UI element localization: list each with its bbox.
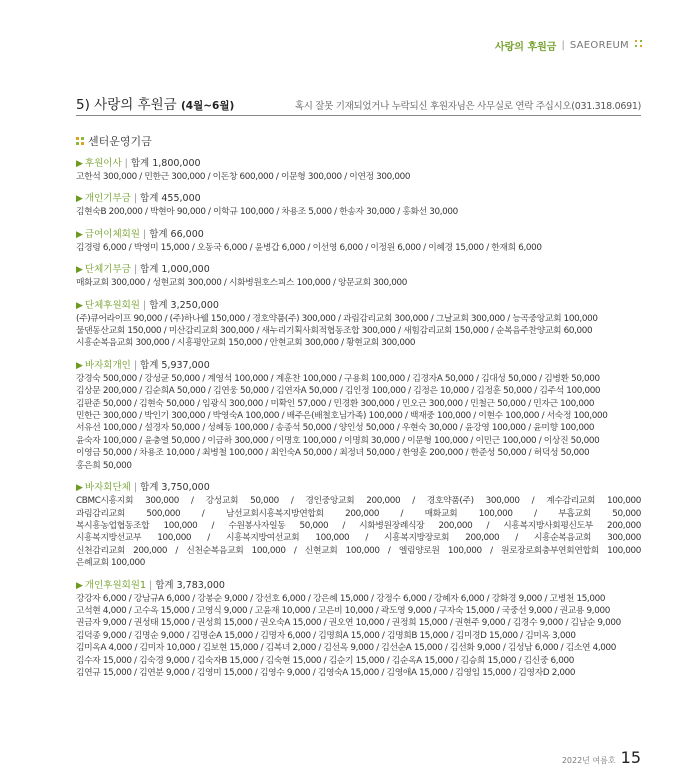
category-name: 개인기부금 [84,193,131,205]
triangle-right-icon: ▶ [76,265,83,276]
category-header [76,263,641,277]
donation-category [76,299,641,350]
donation-category [76,192,641,218]
donor-line: 은혜교회 100,000 [76,558,145,569]
donor-line: 고석현 4,000 / 고수옥 15,000 / 고영식 9,000 / 고윤재 10,000 / 고은비 10,000 / 곽도영 9,000 / 구자숙 15,000 / 국중선 9,000 / 권교용 9,000 [76,605,610,616]
donor-list [76,495,641,569]
donor-line: 강강자 6,000 / 강남규A 6,000 / 강봉순 9,000 / 강선호 6,000 / 강은혜 15,000 / 강정수 6,000 / 강혜자 6,000 / 강화경 9,000 / 고병천 15,000 [76,593,606,604]
category-header [76,228,641,242]
category-header [76,579,641,593]
donor-line: 매화교회 300,000 / 성현교회 300,000 / 시화병원호스피스 100,000 / 앙문교회 300,000 [76,278,407,289]
donor-list [76,373,641,472]
donation-content [76,133,641,688]
donor-line: 김수자 15,000 / 김숙경 9,000 / 김숙자B 15,000 / 김숙현 15,000 / 김순기 15,000 / 김순옥A 15,000 / 김승희 15,000 / 김신중 6,000 [76,655,574,666]
donation-category [76,157,641,183]
category-total: 합계 1,800,000 [130,158,201,169]
header-english-name: SAEOREUM [569,40,629,51]
donation-category [76,228,641,254]
page-footer [562,748,641,767]
header-dots-icon [635,40,643,48]
header-brand: 사랑의 후원금 [494,42,557,53]
donation-category [76,263,641,289]
donor-line: 강경숙 500,000 / 강성균 50,000 / 계영석 100,000 / 계훈찬 100,000 / 구용회 100,000 / 김경자A 50,000 / 김대성 50,000 / 김병환 50,000 [76,373,600,384]
donor-line: (주)큐어라이프 90,000 / (주)하나웰 150,000 / 경호약품(주) 300,000 / 과림감리교회 300,000 / 그날교회 300,000 / 능곡중앙교회 100,000 [76,313,598,324]
category-name: 바자회개인 [84,359,131,371]
category-total: 합계 3,250,000 [149,299,219,311]
category-separator: | [124,158,128,169]
donor-line: 김경령 6,000 / 박영미 15,000 / 오동국 6,000 / 윤병갑 6,000 / 이선영 6,000 / 이정원 6,000 / 이혜경 15,000 / 한재희 6,000 [76,242,542,253]
donor-line: 물댄동산교회 150,000 / 미산감리교회 300,000 / 새누리기획사회적협동조합 300,000 / 새힘감리교회 150,000 / 순복음주찬양교회 60,000 [76,326,593,337]
category-name: 바자회단체 [84,482,131,494]
donor-line: 김연규 15,000 / 김연분 9,000 / 김영미 15,000 / 김영수 9,000 / 김영숙A 15,000 / 김영애A 15,000 / 김영임 15,000 / 김영자D 2,000 [76,667,576,678]
category-total: 합계 1,000,000 [140,264,210,276]
category-total: 합계 66,000 [149,228,204,240]
donor-list [76,277,641,289]
section-dots-icon [76,137,85,146]
category-name: 단체후원회원 [84,299,140,311]
page-header [495,38,649,53]
category-total: 합계 3,783,000 [155,579,225,591]
category-header [76,481,641,495]
category-separator: | [142,228,147,240]
page-number: 15 [620,748,641,767]
donor-line: 홍은희 50,000 [76,460,132,471]
dot [640,45,642,47]
donor-line: 권금자 9,000 / 권성태 15,000 / 권성희 15,000 / 권오숙A 15,000 / 권오연 10,000 / 권정희 15,000 / 권현주 9,000 / 김경수 9,000 / 김남순 9,000 [76,618,621,629]
donor-list [76,171,641,183]
section-title-text: 센터운영기금 [88,135,152,148]
donor-line: 고한석 300,000 / 민한근 300,000 / 이돈창 600,000 / 이문형 300,000 / 이연정 300,000 [76,172,411,182]
donor-line: CBMC시흥지회 300,000 / 강성교회 50,000 / 경인중앙교회 200,000 / 경호약품(주) 300,000 / 계수감리교회 100,000 [76,496,641,507]
donor-line: 시흥순복음교회 300,000 / 시흥평안교회 150,000 / 안현교회 300,000 / 황현교회 300,000 [76,338,416,349]
page-title [76,93,234,113]
category-header [76,192,641,206]
category-header [76,157,641,171]
donor-line: 이영금 50,000 / 차용조 10,000 / 최병철 100,000 / 최인숙A 50,000 / 최정녀 50,000 / 한영훈 200,000 / 한준성 50,000 / 허덕성 50,000 [76,448,590,459]
donation-category [76,579,641,680]
donor-line: 김상문 200,000 / 김순희A 50,000 / 김연웅 50,000 / 김연자A 50,000 / 김인정 100,000 / 김정은 10,000 / 김정훈 50,000 / 김주석 100,000 [76,386,601,397]
category-total: 합계 3,750,000 [140,482,210,494]
category-name: 급여이체회원 [84,228,140,240]
triangle-right-icon: ▶ [76,580,83,591]
section-title [76,133,641,149]
triangle-right-icon: ▶ [76,194,83,205]
triangle-right-icon: ▶ [76,159,83,169]
category-separator: | [142,299,147,311]
category-separator: | [133,359,138,371]
footer-issue: 2022년 여름호 [561,756,616,765]
category-name: 개인후원회원1 [84,579,147,591]
donor-line: 민한근 300,000 / 박인기 300,000 / 박영숙A 100,000 / 배주은(배철호님가족) 100,000 / 백재중 100,000 / 이현수 100,000 / 서숙정 100,000 [76,411,608,422]
donor-line: 신천감리교회 200,000 / 신천순복음교회 100,000 / 신현교회 100,000 / 엘림양로원 100,000 / 원로장로회충부연회연합회 100,000 [76,545,641,556]
triangle-right-icon: ▶ [76,300,83,311]
donor-line: 김덕종 9,000 / 김명순 9,000 / 김명순A 15,000 / 김명자 6,000 / 김명희A 15,000 / 김명희B 15,000 / 김미경D 15,000 / 김미옥 3,000 [76,630,576,641]
donor-line: 김판준 50,000 / 김현숙 50,000 / 임광식 300,000 / 미확인 57,000 / 민경환 300,000 / 민오근 300,000 / 민철근 50,000 / 민자근 100,000 [76,398,595,409]
dot [635,45,637,47]
donor-line: 복시흥농업협동조합 100,000 / 수원봉사자일동 50,000 / 시화병원장례식장 200,000 / 시흥복지방사회평신도부 200,000 [76,520,641,531]
category-total: 합계 455,000 [140,193,201,205]
category-name: 단체기부금 [84,264,131,276]
donor-list [76,313,641,350]
contact-notice: 혹시 잘못 기재되었거나 누락되신 후원자님은 사무실로 연락 주십시오(031.318.0691) [294,101,641,112]
category-header [76,359,641,373]
header-separator: | [561,40,565,51]
category-separator: | [133,264,138,276]
donor-line: 김현숙B 200,000 / 박현아 90,000 / 이학규 100,000 / 차용조 5,000 / 한송자 30,000 / 홍화선 30,000 [76,207,458,218]
category-list [76,157,641,679]
title-row [76,93,641,113]
dot [640,40,642,42]
category-total: 합계 5,937,000 [140,359,210,371]
donor-line: 김미옥A 4,000 / 김미자 10,000 / 김보현 15,000 / 김복녀 2,000 / 김선옥 9,000 / 김선순A 15,000 / 김선화 9,000 / 김성남 6,000 / 김소연 4,000 [76,643,617,654]
category-header [76,299,641,313]
donor-list [76,242,641,254]
donation-category [76,359,641,472]
dot [635,40,637,42]
page-title-period: (4월~6월) [180,100,235,112]
donor-list [76,593,641,680]
donation-category [76,481,641,569]
page-title-main: 5) 사랑의 후원금 [76,97,177,113]
category-name: 후원이사 [84,158,122,169]
donor-line: 윤숙자 100,000 / 윤충열 50,000 / 이금하 300,000 / 이명호 100,000 / 이명희 30,000 / 이문형 100,000 / 이민근 100,000 / 이상진 50,000 [76,435,600,446]
donor-line: 시흥복지방선교부 100,000 / 시흥복지방여선교회 100,000 / 시흥복지방장로회 200,000 / 시흥순복음교회 300,000 [76,533,641,544]
category-separator: | [133,193,138,205]
triangle-right-icon: ▶ [76,229,83,240]
triangle-right-icon: ▶ [76,483,83,494]
title-divider [76,115,641,116]
donor-line: 서유선 100,000 / 설경자 50,000 / 성혜동 100,000 / 송종석 50,000 / 양인성 50,000 / 우현숙 30,000 / 윤강영 100,000 / 윤미향 100,000 [76,423,595,434]
category-separator: | [133,482,138,494]
donor-line: 과림감리교회 500,000 / 남선교회시흥복지방연합회 200,000 / 매화교회 100,000 / 부흡교회 50,000 [76,508,641,519]
donor-list [76,206,641,218]
category-separator: | [149,579,153,591]
triangle-right-icon: ▶ [76,360,83,371]
